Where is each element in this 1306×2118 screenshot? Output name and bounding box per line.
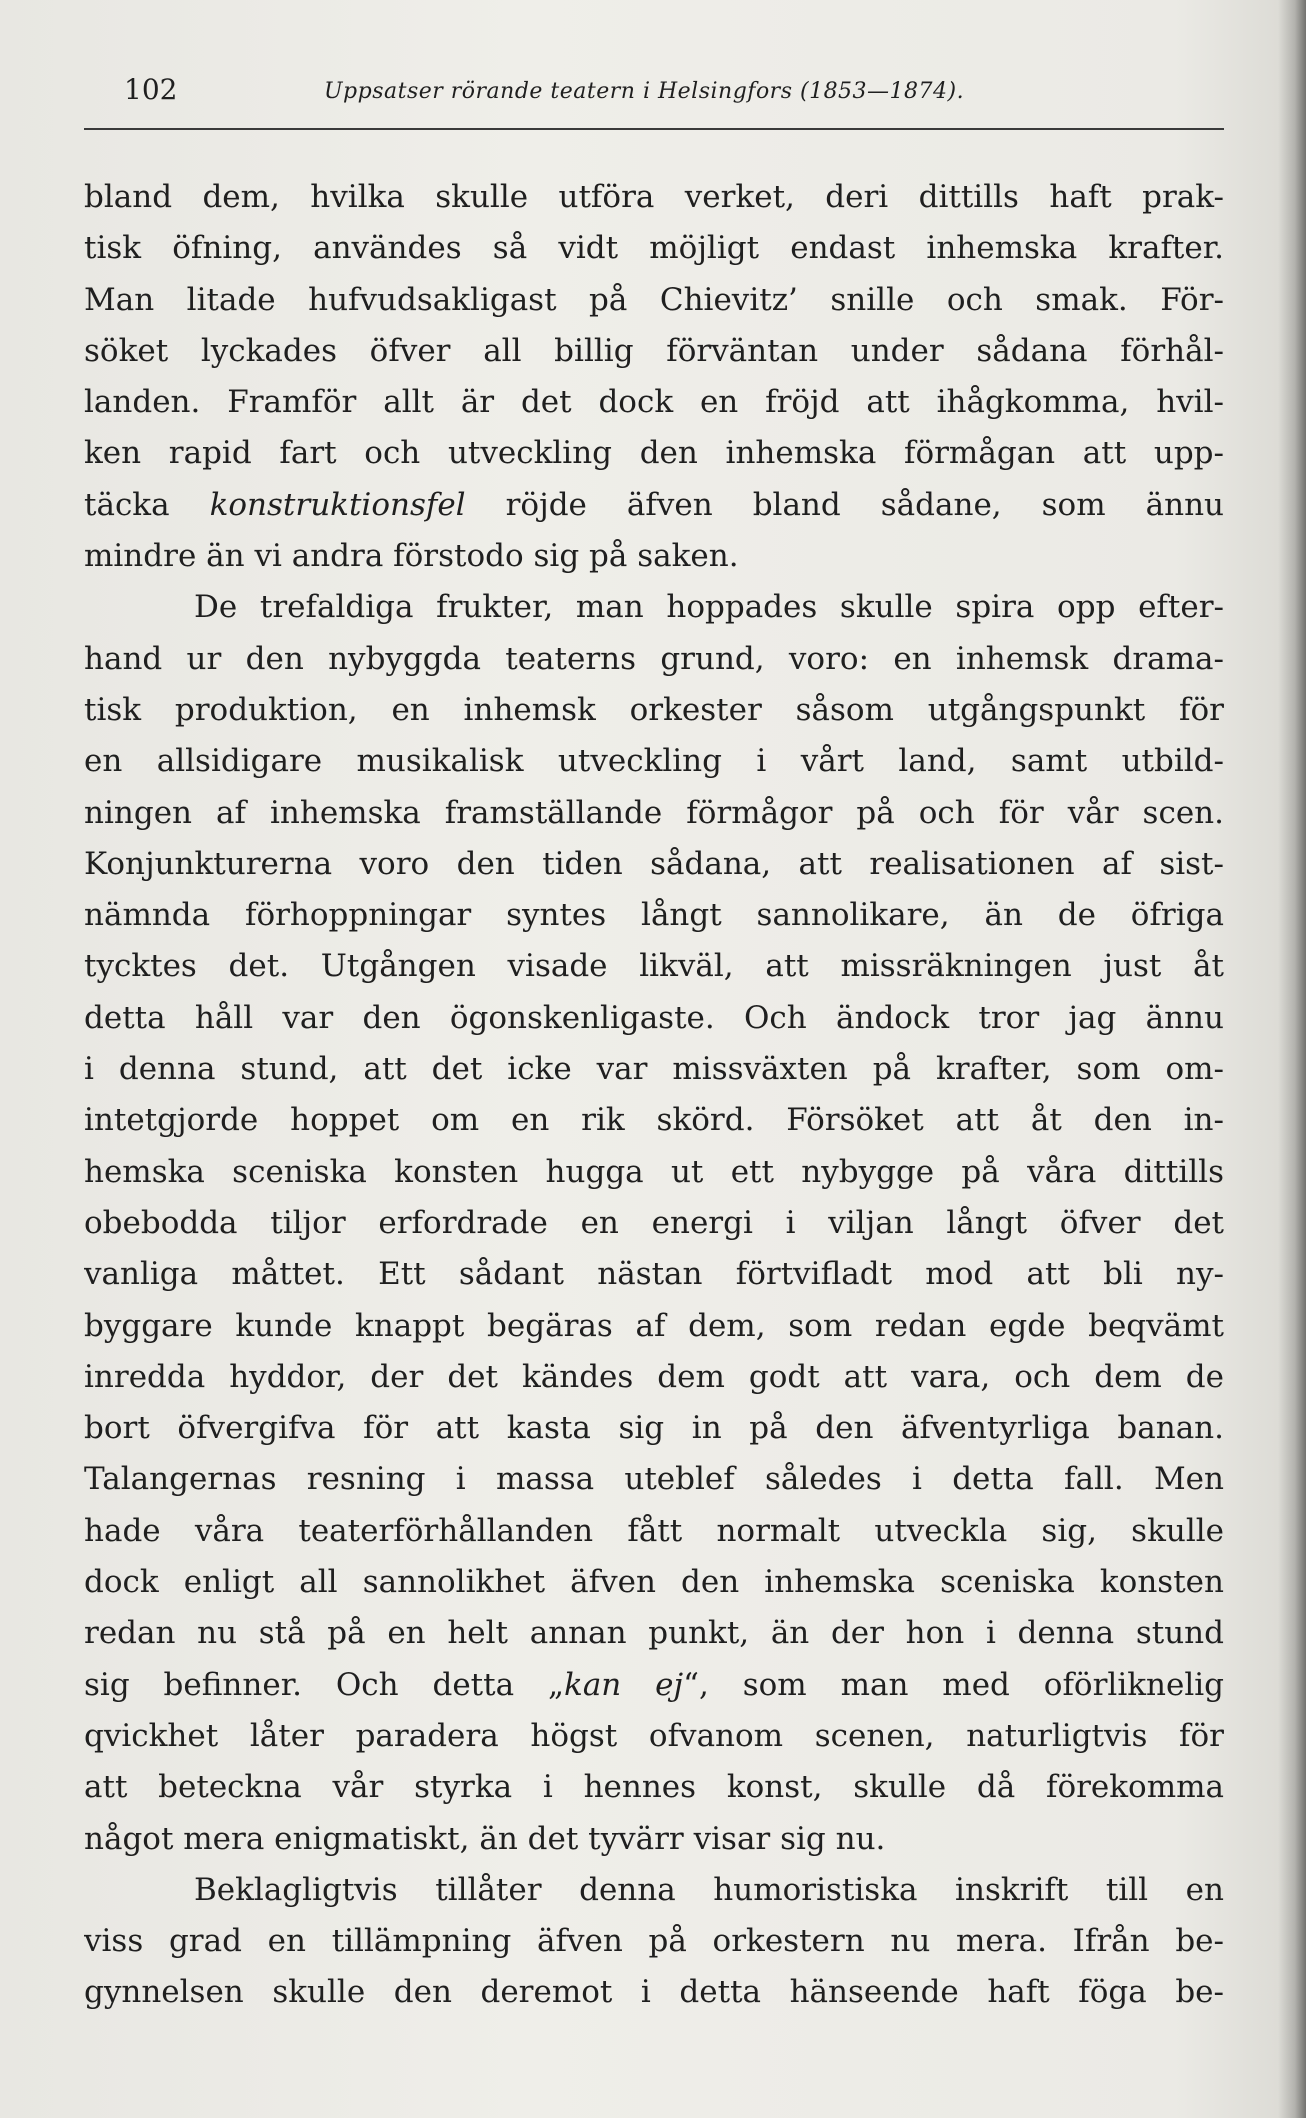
text-segment: Man litade hufvudsakligast på Chievitz’ snille och smak. För- <box>84 281 1224 318</box>
text-segment: intetgjorde hoppet om en rik skörd. Försöket att åt den in- <box>84 1102 1224 1139</box>
text-line <box>84 890 1224 941</box>
text-segment: inredda hyddor, der det kändes dem godt att vara, och dem de <box>84 1358 1224 1395</box>
running-title: Uppsatser rörande teatern i Helsingfors (1853—1874). <box>324 79 965 104</box>
text-line <box>84 1557 1224 1608</box>
text-line <box>84 1762 1224 1813</box>
text-segment: redan nu stå på en helt annan punkt, än der hon i denna stund <box>84 1615 1224 1652</box>
text-segment: Talangernas resning i massa uteblef således i detta fall. Men <box>84 1461 1224 1498</box>
italic-text: konstruktionsfel <box>209 486 466 523</box>
text-line <box>84 1403 1224 1454</box>
text-segment: Beklagligtvis tillåter denna humoristiska inskrift till en <box>194 1871 1224 1908</box>
text-line <box>84 993 1224 1044</box>
text-segment: att beteckna vår styrka i hennes konst, skulle då förekomma <box>84 1769 1224 1806</box>
text-segment: ken rapid fart och utveckling den inhemska förmågan att upp- <box>84 435 1224 472</box>
spine-shadow <box>1278 0 1306 2118</box>
text-segment: landen. Framför allt är det dock en fröjd att ihågkomma, hvil- <box>84 384 1224 421</box>
text-line <box>84 941 1224 992</box>
text-segment: något mera enigmatiskt, än det tyvärr visar sig nu. <box>84 1820 886 1857</box>
text-segment: byggare kunde knappt begäras af dem, som redan egde beqvämt <box>84 1307 1224 1344</box>
text-segment: ningen af inhemska framställande förmågor på och för vår scen. <box>84 794 1224 831</box>
text-line <box>84 1660 1224 1711</box>
text-segment: Konjunkturerna voro den tiden sådana, att realisationen af sist- <box>84 845 1224 882</box>
text-segment: en allsidigare musikalisk utveckling i vårt land, samt utbild- <box>84 743 1224 780</box>
page-number: 102 <box>124 73 178 106</box>
text-line <box>84 172 1224 223</box>
text-line <box>84 275 1224 326</box>
text-segment: qvickhet låter paradera högst ofvanom scenen, naturligtvis för <box>84 1717 1224 1754</box>
text-segment: De trefaldiga frukter, man hoppades skulle spira opp efter- <box>194 589 1224 626</box>
text-segment: tisk produktion, en inhemsk orkester såsom utgångspunkt för <box>84 691 1224 728</box>
text-line <box>84 531 1224 582</box>
text-segment: sig befinner. Och detta „ <box>84 1666 565 1703</box>
text-line <box>84 634 1224 685</box>
text-line <box>84 1967 1224 2018</box>
text-line <box>84 428 1224 479</box>
text-segment: vanliga måttet. Ett sådant nästan förtvifladt mod att bli ny- <box>84 1256 1224 1293</box>
text-segment: mindre än vi andra förstodo sig på saken. <box>84 538 739 575</box>
text-line <box>84 1198 1224 1249</box>
text-line <box>84 1865 1224 1916</box>
text-segment: obebodda tiljor erfordrade en energi i viljan långt öfver det <box>84 1204 1224 1241</box>
text-line <box>84 1249 1224 1300</box>
text-segment: hemska sceniska konsten hugga ut ett nybygge på våra dittills <box>84 1153 1224 1190</box>
text-segment: hade våra teaterförhållanden fått normalt utveckla sig, skulle <box>84 1512 1224 1549</box>
text-segment: viss grad en tillämpning äfven på orkestern nu mera. Ifrån be- <box>84 1923 1224 1960</box>
text-segment: bort öfvergifva för att kasta sig in på den äfventyrliga banan. <box>84 1410 1224 1447</box>
text-segment: tycktes det. Utgången visade likväl, att missräkningen just åt <box>84 948 1224 985</box>
text-line <box>84 1506 1224 1557</box>
text-segment: tisk öfning, användes så vidt möjligt endast inhemska krafter. <box>84 230 1224 267</box>
text-line <box>84 1147 1224 1198</box>
text-segment: detta håll var den ögonskenligaste. Och ändock tror jag ännu <box>84 999 1224 1036</box>
text-segment: nämnda förhoppningar syntes långt sannolikare, än de öfriga <box>84 897 1224 934</box>
text-line <box>84 377 1224 428</box>
text-segment: hand ur den nybyggda teaterns grund, voro: en inhemsk drama- <box>84 640 1224 677</box>
italic-text: kan ej <box>564 1666 684 1703</box>
text-line <box>84 839 1224 890</box>
text-line <box>84 1814 1224 1865</box>
text-line <box>84 480 1224 531</box>
text-segment: täcka <box>84 486 210 523</box>
text-line <box>84 326 1224 377</box>
body-text <box>84 172 1224 2019</box>
text-line <box>84 1352 1224 1403</box>
text-line <box>84 1916 1224 1967</box>
text-line <box>84 1608 1224 1659</box>
text-segment: söket lyckades öfver all billig förväntan under sådana förhål- <box>84 332 1224 369</box>
text-line <box>84 1095 1224 1146</box>
text-line <box>84 1454 1224 1505</box>
text-line <box>84 582 1224 633</box>
text-segment: “, som man med oförliknelig <box>683 1666 1224 1703</box>
text-segment: röjde äfven bland sådane, som ännu <box>465 486 1224 523</box>
text-line <box>84 736 1224 787</box>
header-rule <box>84 128 1224 130</box>
text-line <box>84 1044 1224 1095</box>
text-segment: bland dem, hvilka skulle utföra verket, deri dittills haft prak- <box>84 179 1224 215</box>
text-segment: gynnelsen skulle den deremot i detta hänseende haft föga be- <box>84 1974 1224 2011</box>
text-segment: i denna stund, att det icke var missväxten på krafter, som om- <box>84 1051 1224 1088</box>
text-line <box>84 685 1224 736</box>
text-line <box>84 788 1224 839</box>
text-line <box>84 223 1224 274</box>
page-header <box>84 70 1224 110</box>
text-segment: dock enligt all sannolikhet äfven den inhemska sceniska konsten <box>84 1564 1224 1601</box>
text-line <box>84 1301 1224 1352</box>
text-line <box>84 1711 1224 1762</box>
